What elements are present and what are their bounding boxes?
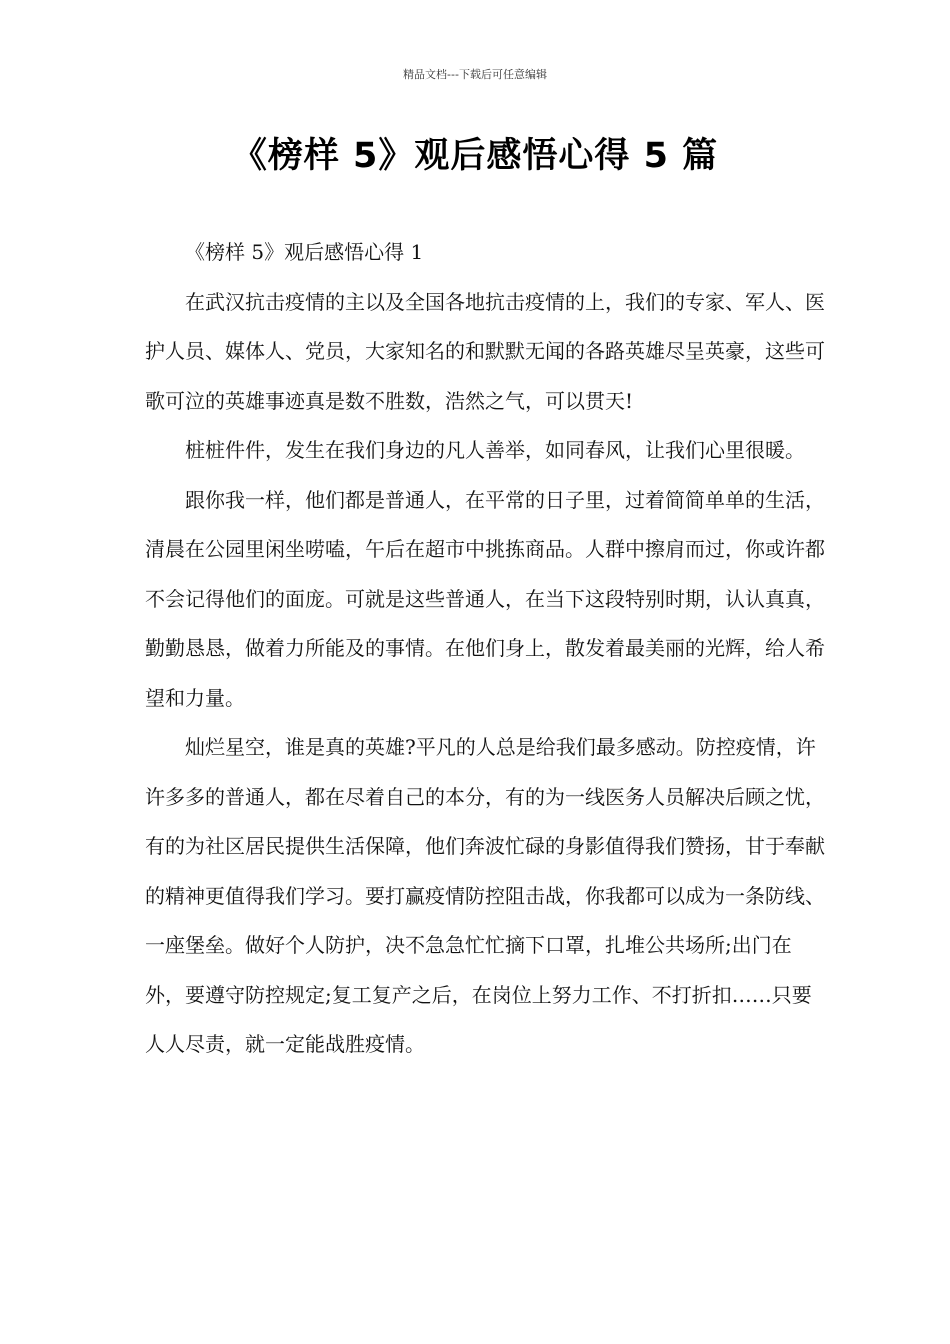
paragraph-1: 在武汉抗击疫情的主以及全国各地抗击疫情的上，我们的专家、军人、医护人员、媒体人、党员，大家知名的和默默无闻的各路英雄尽呈英豪，这些可歌可泣的英雄事迹真是数不胜数，浩然之气，可以贯天! — [145, 289, 825, 413]
paragraph-4: 灿烂星空，谁是真的英雄?平凡的人总是给我们最多感动。防控疫情，许许多多的普通人，都在尽着自己的本分，有的为一线医务人员解决后顾之忧，有的为社区居民提供生活保障，他们奔波忙碌的身影值得我们赞扬，甘于奉献的精神更值得我们学习。要打赢疫情防控阻击战，你我都可以成为一条防线、一座堡垒。做好个人防护，决不急急忙忙摘下口罩，扎堆公共场所;出门在外，要遵守防控规定;复工复产之后，在岗位上努力工作、不打折扣……只要人人尽责，就一定能战胜疫情。 — [145, 735, 825, 1056]
header-note: 精品文档---下载后可任意编辑 — [403, 68, 547, 81]
paragraph-3: 跟你我一样，他们都是普通人，在平常的日子里，过着简简单单的生活，清晨在公园里闲坐唠嗑，午后在超市中挑拣商品。人群中擦肩而过，你或许都不会记得他们的面庞。可就是这些普通人，在当下这段特别时期，认认真真，勤勤恳恳，做着力所能及的事情。在他们身上，散发着最美丽的光辉，给人希望和力量。 — [145, 487, 825, 710]
paragraph-2: 桩桩件件，发生在我们身边的凡人善举，如同春风，让我们心里很暖。 — [185, 438, 805, 462]
section-subtitle: 《榜样 5》观后感悟心得 1 — [185, 240, 424, 264]
document-title: 《榜样 5》观后感悟心得 5 篇 — [231, 136, 719, 176]
document-body — [145, 228, 825, 1070]
